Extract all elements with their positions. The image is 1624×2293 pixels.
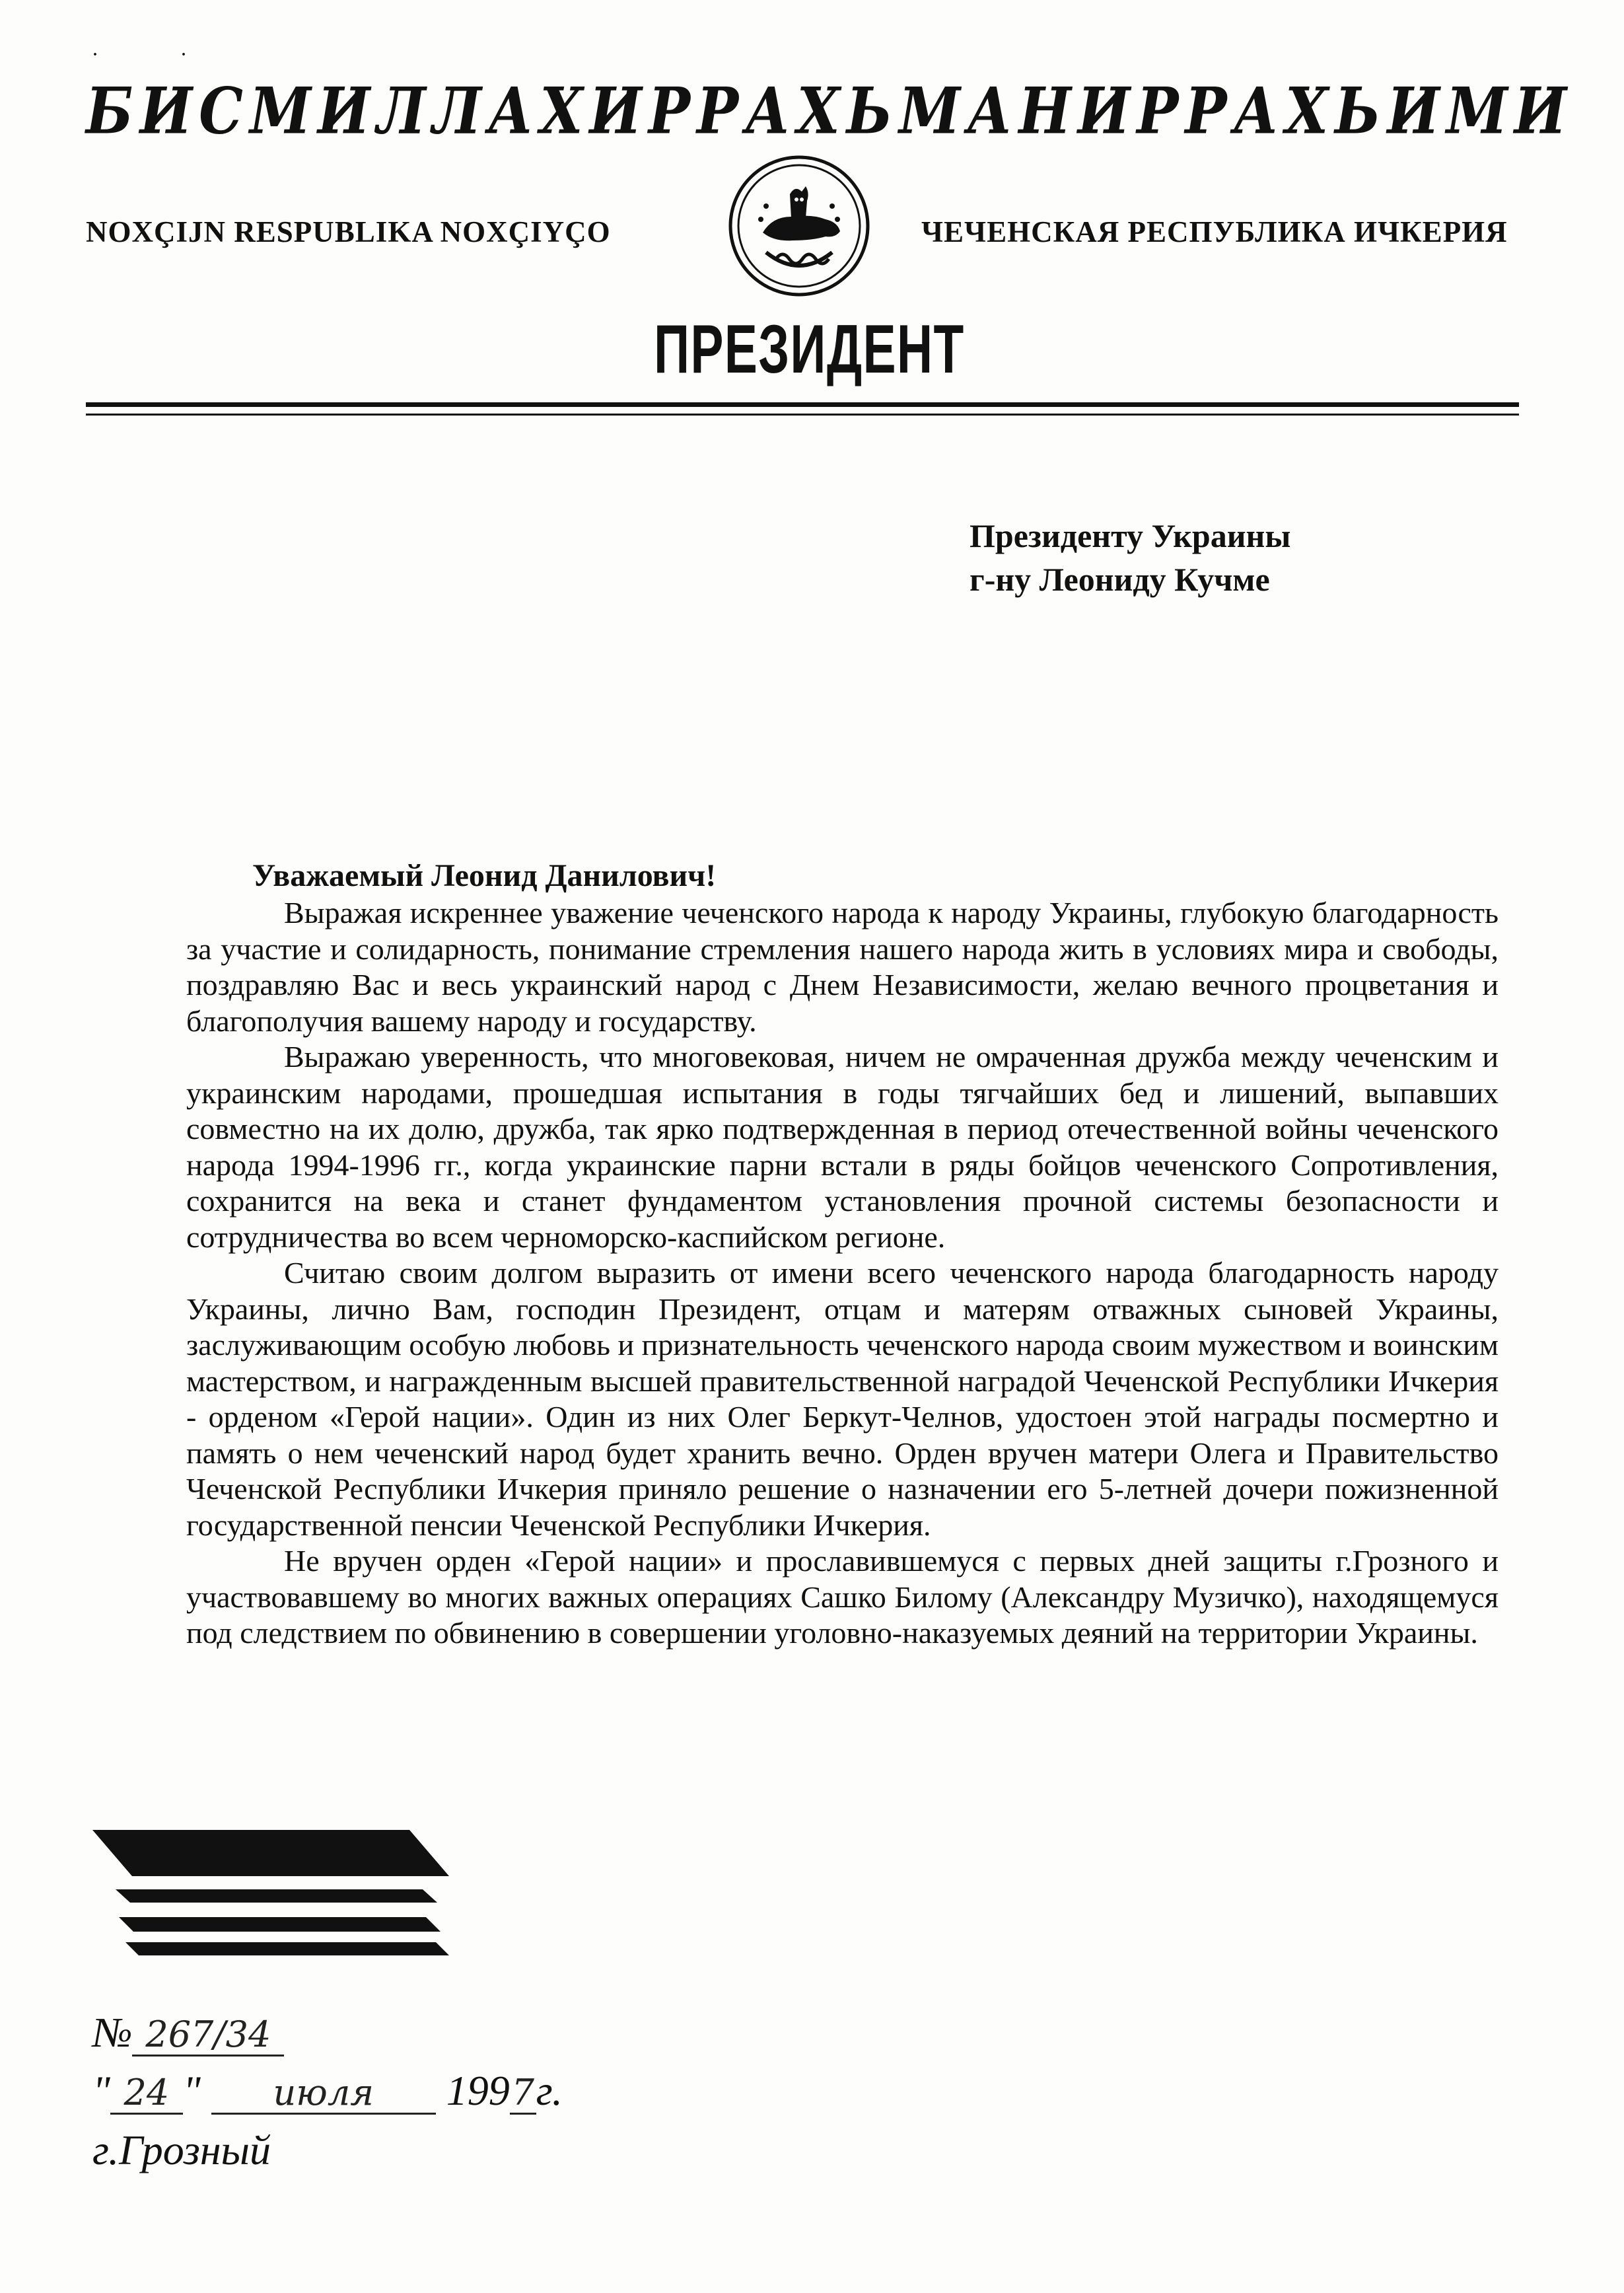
registration-number bbox=[92, 2008, 284, 2057]
office-title: ПРЕЗИДЕНТ bbox=[654, 311, 965, 388]
basmala-header: БИСМИЛЛАХИРРАХЬМАНИРРАХЬИМИ bbox=[86, 73, 1574, 149]
recipient-line-1: Президенту Украины bbox=[970, 517, 1291, 554]
letter-body bbox=[186, 895, 1499, 1652]
date-month: июля bbox=[211, 2073, 436, 2115]
number-value: 267/34 bbox=[132, 2015, 284, 2056]
recipient-block bbox=[970, 514, 1290, 601]
number-prefix: № bbox=[92, 2009, 133, 2056]
year-prefix: 199 bbox=[446, 2067, 510, 2114]
registration-city: г.Грозный bbox=[92, 2127, 271, 2173]
registration-date bbox=[92, 2066, 563, 2115]
body-paragraph: Считаю своим долгом выразить от имени всего чеченского народа благодарность народу Украины, лично Вам, господин Президент, отцам и матерям отважных сыновей Украины, заслуживающим особую любовь и признательность чеченского народа своим мужеством и воинским мастерством, и награжденным высшей правительственной наградой Чеченской Республики Ичкерия - орденом «Герой нации». Один из них Олег Беркут-Челнов, удостоен этой награды посмертно и память о нем чеченский народ будет хранить вечно. Орден вручен матери Олега и Правительство Чеченской Республики Ичкерия приняло решение о назначении его 5-летней дочери пожизненной государственной пенсии Чеченской Республики Ичкерия. bbox=[186, 1256, 1499, 1542]
date-quote-close: " bbox=[182, 2067, 201, 2114]
recipient-line-2: г-ну Леониду Кучме bbox=[970, 561, 1270, 598]
body-paragraph: Выражая искреннее уважение чеченского народа к народу Украины, глубокую благодарность за участие и солидарность, понимание стремления нашего народа жить в условиях мира и свободы, поздравляю Вас и весь украинский народ с Днем Независимости, желаю вечного процветания и благополучия вашему народу и государству. bbox=[186, 896, 1499, 1038]
scan-specks: · · bbox=[92, 46, 227, 63]
signature-stripes bbox=[92, 1830, 462, 1955]
body-paragraph: Выражаю уверенность, что многовековая, ничем не омраченная дружба между чеченским и украинским народами, прошедшая испытания в годы тягчайших бед и лишений, выпавших совместно на их долю, дружба, так ярко подтвержденная в период отечественной войны чеченского народа 1994-1996 гг., когда украинские парни встали в ряды бойцов чеченского Сопротивления, сохранится на века и станет фундаментом установления прочной системы безопасности и сотрудничества во всем черноморско-каспийском регионе. bbox=[186, 1040, 1499, 1254]
republic-title-chechen: NOXÇIJN RESPUBLIKA NOXÇIYÇO bbox=[86, 215, 611, 248]
date-quote-open: " bbox=[92, 2067, 110, 2114]
header-rule-thin bbox=[86, 414, 1519, 416]
salutation: Уважаемый Леонид Данилович! bbox=[252, 858, 717, 893]
republic-title-russian: ЧЕЧЕНСКАЯ РЕСПУБЛИКА ИЧКЕРИЯ bbox=[921, 215, 1508, 248]
header-rule-thick bbox=[86, 402, 1519, 407]
year-digit: 7 bbox=[510, 2073, 536, 2115]
wolf-emblem-icon bbox=[726, 153, 872, 299]
body-paragraph: Не вручен орден «Герой нации» и прославившемуся с первых дней защиты г.Грозного и участвовавшему во многих важных операциях Сашко Билому (Александру Музичко), находящемуся под следствием по обвинению в совершении уголовно-наказуемых деяний на территории Украины. bbox=[186, 1544, 1499, 1650]
year-suffix: г. bbox=[536, 2067, 563, 2114]
date-day: 24 bbox=[110, 2073, 183, 2115]
